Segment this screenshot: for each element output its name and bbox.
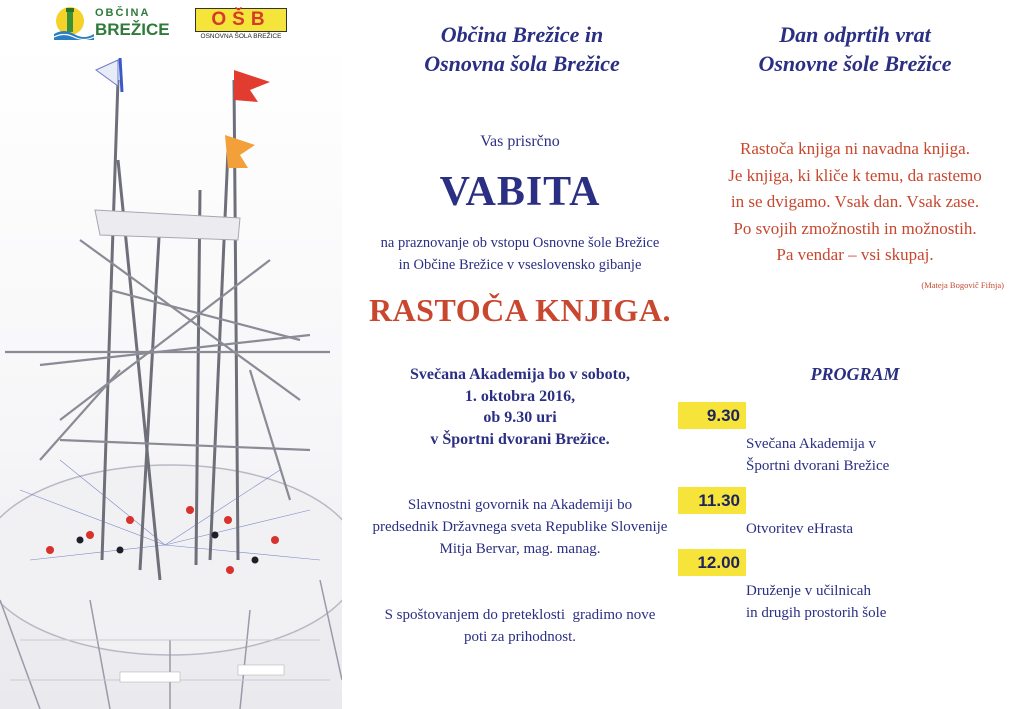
program-time-3: 12.00: [678, 549, 746, 576]
quote-line-4: Po svojih zmožnostih in možnostih.: [733, 218, 977, 238]
ceremony-details: [355, 364, 685, 450]
speaker-line-3: Mitja Bervar, mag. manag.: [439, 541, 601, 557]
invite-title: VABITA: [439, 169, 601, 215]
program-item-2: [746, 518, 1016, 540]
program-item-1: [746, 433, 1016, 477]
book-title: RASTOČA KNJIGA.: [368, 292, 672, 328]
quote-line-1: Rastoča knjiga ni navadna knjiga.: [740, 139, 970, 158]
closing-line-2: poti za prihodnost.: [463, 629, 577, 645]
closing-line-1: S spoštovanjem do preteklosti gradimo nove: [384, 607, 656, 623]
program-title: PROGRAM: [810, 364, 900, 384]
open-day-heading: [705, 20, 1005, 78]
osb-letters: OŠB: [195, 8, 287, 32]
growing-book-quote: [690, 136, 1020, 269]
organizers-line-2: Osnovna šola Brežice: [424, 51, 620, 76]
speaker-line-2: predsednik Državnega sveta Republike Slovenije: [372, 519, 668, 535]
program-item-1-line-1: Svečana Akademija v: [746, 436, 876, 452]
open-day-line-2: Osnovne šole Brežice: [758, 51, 952, 76]
osb-caption: OSNOVNA ŠOLA BREŽICE: [195, 32, 287, 42]
invite-description: [345, 232, 695, 276]
speaker-line-1: Slavnostni govornik na Akademiji bo: [407, 497, 633, 513]
program-item-3-line-1: Druženje v učilnicah: [746, 583, 871, 599]
ceremony-line-4: v Športni dvorani Brežice.: [430, 430, 610, 448]
program-item-3: [746, 580, 1016, 624]
logo-brezice-text: BREŽICE: [95, 20, 170, 39]
program-item-1-line-2: Športni dvorani Brežice: [746, 458, 890, 474]
logo-obcina-text: OBČINA: [95, 7, 151, 19]
osb-school-logo: [195, 8, 287, 42]
quote-line-5: Pa vendar – vsi skupaj.: [776, 245, 934, 264]
program-time-2: 11.30: [678, 487, 746, 514]
obcina-brezice-logo: [52, 4, 170, 44]
program-time-1: 9.30: [678, 402, 746, 429]
organizers-line-1: Občina Brežice in: [440, 22, 604, 47]
program-item-3-line-2: in drugih prostorih šole: [746, 605, 887, 621]
invite-description-line-1: na praznovanje ob vstopu Osnovne šole Brežice: [380, 235, 660, 251]
quote-line-2: Je knjiga, ki kliče k temu, da rastemo: [728, 165, 982, 185]
program-item-2-line-1: Otvoritev eHrasta: [746, 521, 854, 537]
ceremony-line-2: 1. oktobra 2016,: [464, 387, 576, 405]
ceremony-line-1: Svečana Akademija bo v soboto,: [409, 366, 631, 383]
closing-statement: [340, 604, 700, 648]
open-day-line-1: Dan odprtih vrat: [779, 22, 931, 47]
ceremony-line-3: ob 9.30 uri: [483, 409, 557, 426]
invite-description-line-2: in Občine Brežice v vseslovensko gibanje: [398, 257, 642, 273]
quote-line-3: in se dvigamo. Vsak dan. Vsak zase.: [730, 192, 980, 211]
quote-author: (Mateja Bogovič Fifnja): [921, 280, 1004, 290]
speaker-info: [340, 494, 700, 560]
organizers-heading: [372, 20, 672, 78]
invite-intro: Vas prisrčno: [480, 133, 560, 150]
growing-book-sculpture-image: [0, 40, 342, 709]
